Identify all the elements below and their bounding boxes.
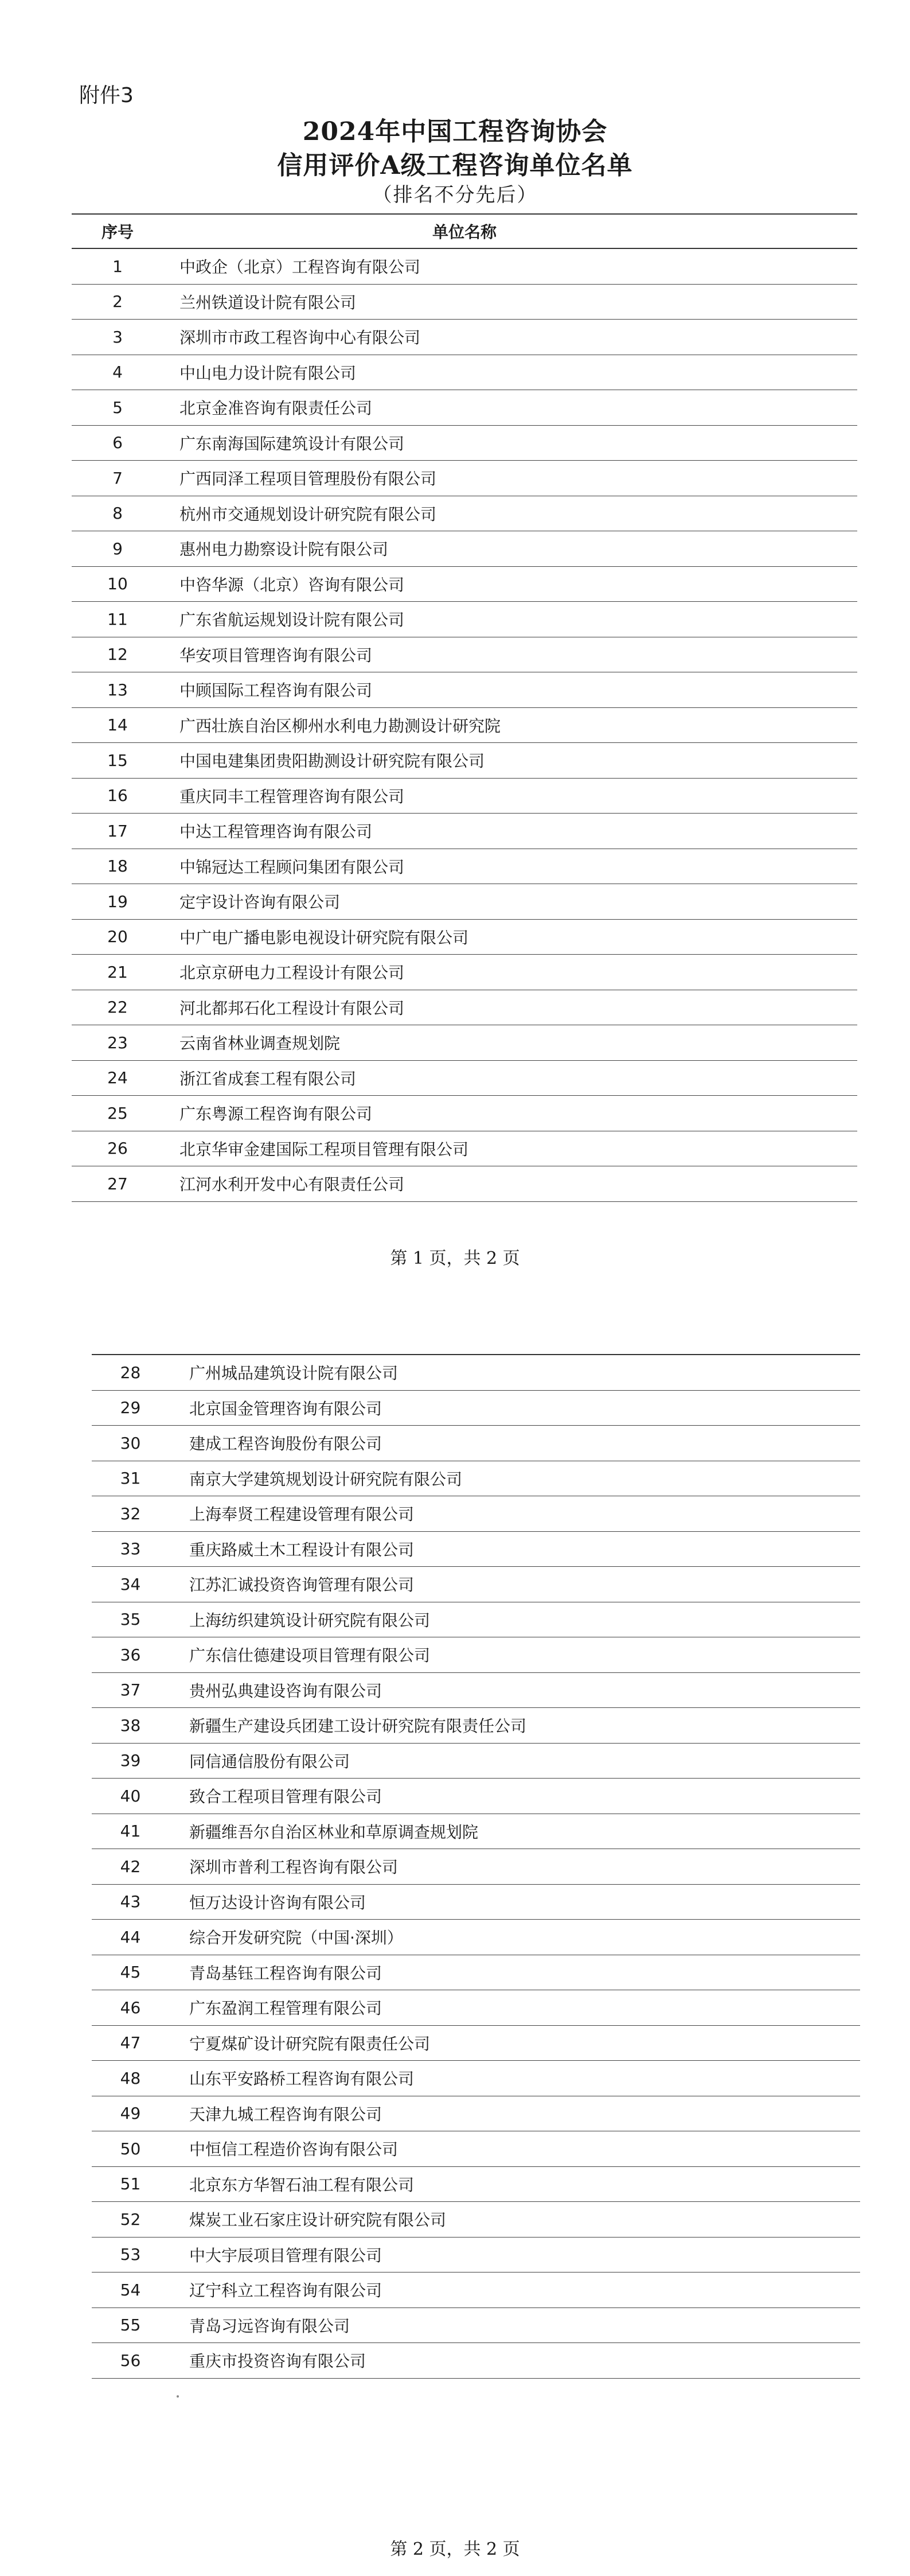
table-row [72, 672, 857, 708]
row-number: 20 [107, 927, 128, 947]
row-number: 19 [107, 892, 128, 911]
unit-name: 北京京研电力工程设计有限公司 [179, 963, 405, 983]
unit-name: 青岛习远咨询有限公司 [189, 2316, 350, 2336]
unit-name: 兰州铁道设计院有限公司 [179, 293, 357, 312]
row-number: 14 [107, 715, 128, 735]
row-number: 26 [107, 1139, 128, 1158]
table-row [72, 390, 857, 426]
row-number: 34 [120, 1574, 141, 1594]
row-number: 8 [112, 504, 123, 523]
unit-name: 恒万达设计咨询有限公司 [189, 1893, 366, 1912]
unit-name: 北京国金管理咨询有限公司 [189, 1399, 382, 1418]
table-row [72, 531, 857, 567]
row-number: 56 [120, 2351, 141, 2370]
document-subtitle: （排名不分先后） [372, 184, 538, 207]
unit-table-page1 [72, 213, 857, 1202]
header-no: 序号 [101, 223, 134, 242]
table-row [92, 1391, 860, 1426]
unit-name: 广东省航运规划设计院有限公司 [179, 610, 405, 630]
table-row [72, 884, 857, 920]
unit-name: 建成工程咨询股份有限公司 [189, 1434, 382, 1454]
table-header [72, 215, 857, 249]
row-number: 30 [120, 1433, 141, 1453]
unit-name: 山东平安路桥工程咨询有限公司 [189, 2069, 415, 2089]
row-number: 36 [120, 1645, 141, 1664]
unit-name: 河北都邦石化工程设计有限公司 [179, 998, 405, 1018]
unit-name: 浙江省成套工程有限公司 [179, 1069, 357, 1088]
table-row [72, 1131, 857, 1167]
row-number: 13 [107, 680, 128, 699]
table-row [72, 355, 857, 391]
row-number: 11 [107, 609, 128, 629]
table-row [92, 1426, 860, 1461]
table-row [92, 1496, 860, 1532]
row-number: 5 [112, 398, 123, 417]
row-number: 50 [120, 2139, 141, 2158]
page-footer-2: 第 2 页，共 2 页 [390, 2539, 520, 2559]
table-row [92, 1355, 860, 1391]
table-row [92, 1849, 860, 1885]
row-number: 21 [107, 962, 128, 982]
unit-name: 广西同泽工程项目管理股份有限公司 [179, 469, 437, 489]
table-row [92, 1744, 860, 1779]
header-name: 单位名称 [432, 223, 497, 242]
unit-name: 中恒信工程造价咨询有限公司 [189, 2140, 399, 2159]
unit-name: 中广电广播电影电视设计研究院有限公司 [179, 928, 469, 947]
row-number: 46 [120, 1998, 141, 2017]
unit-name: 煤炭工业石家庄设计研究院有限公司 [189, 2211, 447, 2230]
unit-name: 杭州市交通规划设计研究院有限公司 [179, 504, 437, 524]
unit-table-page2 [92, 1354, 860, 2379]
row-number: 17 [107, 821, 128, 840]
unit-name: 广东盈润工程管理有限公司 [189, 1999, 382, 2018]
table-row [72, 1166, 857, 1202]
document-title-line1: 2024年中国工程咨询协会 [302, 117, 608, 146]
table-row [92, 2167, 860, 2203]
row-number: 9 [112, 539, 123, 558]
table-row [92, 2238, 860, 2273]
unit-name: 同信通信股份有限公司 [189, 1752, 350, 1771]
row-number: 1 [112, 256, 123, 276]
unit-name: 新疆维吾尔自治区林业和草原调查规划院 [189, 1822, 479, 1842]
unit-name: 北京金准咨询有限责任公司 [179, 399, 373, 418]
unit-name: 新疆生产建设兵团建工设计研究院有限责任公司 [189, 1717, 527, 1736]
table-row [92, 1673, 860, 1709]
table-row [92, 1461, 860, 1497]
row-number: 47 [120, 2033, 141, 2053]
annex-label: 附件3 [79, 84, 134, 107]
table-row [92, 1602, 860, 1638]
unit-name: 上海奉贤工程建设管理有限公司 [189, 1505, 415, 1524]
row-number: 41 [120, 1822, 141, 1841]
row-number: 51 [120, 2174, 141, 2194]
table-row [92, 1708, 860, 1744]
unit-name: 青岛基钰工程咨询有限公司 [189, 1963, 382, 1983]
row-number: 43 [120, 1892, 141, 1912]
row-number: 18 [107, 857, 128, 876]
table-row [72, 708, 857, 744]
table-row [92, 2308, 860, 2344]
unit-name: 云南省林业调查规划院 [179, 1034, 341, 1053]
row-number: 29 [120, 1398, 141, 1418]
table-row [72, 320, 857, 355]
unit-name: 北京东方华智石油工程有限公司 [189, 2175, 415, 2194]
document-title-line2: 信用评价A级工程咨询单位名单 [277, 151, 633, 180]
unit-name: 贵州弘典建设咨询有限公司 [189, 1681, 382, 1701]
table-row [72, 496, 857, 532]
row-number: 12 [107, 645, 128, 664]
unit-name: 广东南海国际建筑设计有限公司 [179, 434, 405, 453]
row-number: 40 [120, 1786, 141, 1805]
unit-name: 天津九城工程咨询有限公司 [189, 2104, 382, 2124]
row-number: 42 [120, 1857, 141, 1876]
row-number: 3 [112, 327, 123, 347]
table-row [72, 779, 857, 814]
table-row [72, 1061, 857, 1096]
table-row [72, 743, 857, 779]
row-number: 28 [120, 1363, 141, 1382]
unit-name: 致合工程项目管理有限公司 [189, 1787, 382, 1807]
row-number: 22 [107, 998, 128, 1017]
table-row [72, 426, 857, 461]
row-number: 44 [120, 1927, 141, 1947]
row-number: 25 [107, 1103, 128, 1123]
unit-name: 上海纺织建筑设计研究院有限公司 [189, 1610, 431, 1630]
unit-name: 江苏汇诚投资咨询管理有限公司 [189, 1575, 415, 1595]
row-number: 6 [112, 433, 123, 453]
row-number: 4 [112, 363, 123, 382]
table-row [92, 1814, 860, 1850]
row-number: 2 [112, 292, 123, 312]
table-row [72, 602, 857, 637]
table-row [72, 567, 857, 602]
row-number: 23 [107, 1033, 128, 1052]
unit-name: 中咨华源（北京）咨询有限公司 [179, 575, 405, 594]
unit-name: 深圳市普利工程咨询有限公司 [189, 1858, 399, 1877]
row-number: 48 [120, 2068, 141, 2088]
row-number: 33 [120, 1539, 141, 1559]
table-row [72, 249, 857, 285]
unit-name: 中锦冠达工程顾问集团有限公司 [179, 857, 405, 877]
table-row [92, 2131, 860, 2167]
table-row [92, 1532, 860, 1567]
table-row [92, 1779, 860, 1814]
row-number: 16 [107, 786, 128, 806]
table-row [92, 1567, 860, 1602]
table-row [92, 2061, 860, 2096]
page-footer-1: 第 1 页，共 2 页 [390, 1248, 520, 1268]
row-number: 55 [120, 2316, 141, 2335]
unit-name: 辽宁科立工程咨询有限公司 [189, 2281, 382, 2301]
table-row [72, 920, 857, 955]
unit-name: 广东信仕德建设项目管理有限公司 [189, 1646, 431, 1666]
row-number: 52 [120, 2209, 141, 2229]
table-row [92, 1637, 860, 1673]
table-row [92, 2343, 860, 2379]
unit-name: 广东粤源工程咨询有限公司 [179, 1104, 373, 1124]
unit-name: 深圳市市政工程咨询中心有限公司 [179, 328, 421, 348]
unit-name: 重庆同丰工程管理咨询有限公司 [179, 787, 405, 806]
unit-name: 中大宇辰项目管理有限公司 [189, 2246, 382, 2265]
unit-name: 北京华审金建国际工程项目管理有限公司 [179, 1139, 469, 1159]
unit-name: 广西壮族自治区柳州水利电力勘测设计研究院 [179, 716, 501, 736]
table-row [72, 637, 857, 673]
unit-name: 广州城品建筑设计院有限公司 [189, 1364, 399, 1383]
table-row [92, 2096, 860, 2132]
row-number: 54 [120, 2280, 141, 2299]
row-number: 53 [120, 2245, 141, 2264]
row-number: 49 [120, 2104, 141, 2123]
unit-name: 定宇设计咨询有限公司 [179, 893, 341, 912]
table-row [72, 955, 857, 990]
row-number: 45 [120, 1963, 141, 1982]
row-number: 27 [107, 1174, 128, 1193]
scan-speck [177, 2395, 179, 2398]
unit-name: 中国电建集团贵阳勘测设计研究院有限公司 [179, 752, 485, 771]
row-number: 10 [107, 574, 128, 594]
table-row [72, 1096, 857, 1131]
table-row [72, 1025, 857, 1061]
table-row [92, 1990, 860, 2026]
row-number: 32 [120, 1504, 141, 1523]
table-row [72, 285, 857, 320]
table-row [72, 990, 857, 1026]
table-row [72, 849, 857, 885]
row-number: 15 [107, 750, 128, 770]
table-row [92, 2273, 860, 2308]
unit-name: 江河水利开发中心有限责任公司 [179, 1175, 405, 1194]
table-row [92, 1885, 860, 1920]
row-number: 7 [112, 468, 123, 488]
table-row [92, 1920, 860, 1955]
table-row [72, 461, 857, 496]
table-row [72, 814, 857, 849]
unit-name: 惠州电力勘察设计院有限公司 [179, 540, 389, 559]
row-number: 35 [120, 1610, 141, 1629]
unit-name: 中顾国际工程咨询有限公司 [179, 681, 373, 701]
row-number: 31 [120, 1469, 141, 1488]
table-row [92, 2202, 860, 2238]
unit-name: 重庆市投资咨询有限公司 [189, 2352, 366, 2371]
unit-name: 华安项目管理咨询有限公司 [179, 645, 373, 665]
row-number: 39 [120, 1751, 141, 1770]
unit-name: 重庆路威土木工程设计有限公司 [189, 1540, 415, 1559]
table-row [92, 1955, 860, 1991]
unit-name: 宁夏煤矿设计研究院有限责任公司 [189, 2034, 431, 2053]
unit-name: 南京大学建筑规划设计研究院有限公司 [189, 1469, 463, 1489]
row-number: 37 [120, 1680, 141, 1700]
unit-name: 中达工程管理咨询有限公司 [179, 822, 373, 842]
row-number: 24 [107, 1068, 128, 1088]
row-number: 38 [120, 1715, 141, 1735]
unit-name: 中政企（北京）工程咨询有限公司 [179, 258, 421, 277]
unit-name: 中山电力设计院有限公司 [179, 363, 357, 383]
table-row [92, 2026, 860, 2061]
unit-name: 综合开发研究院（中国·深圳） [189, 1928, 403, 1948]
